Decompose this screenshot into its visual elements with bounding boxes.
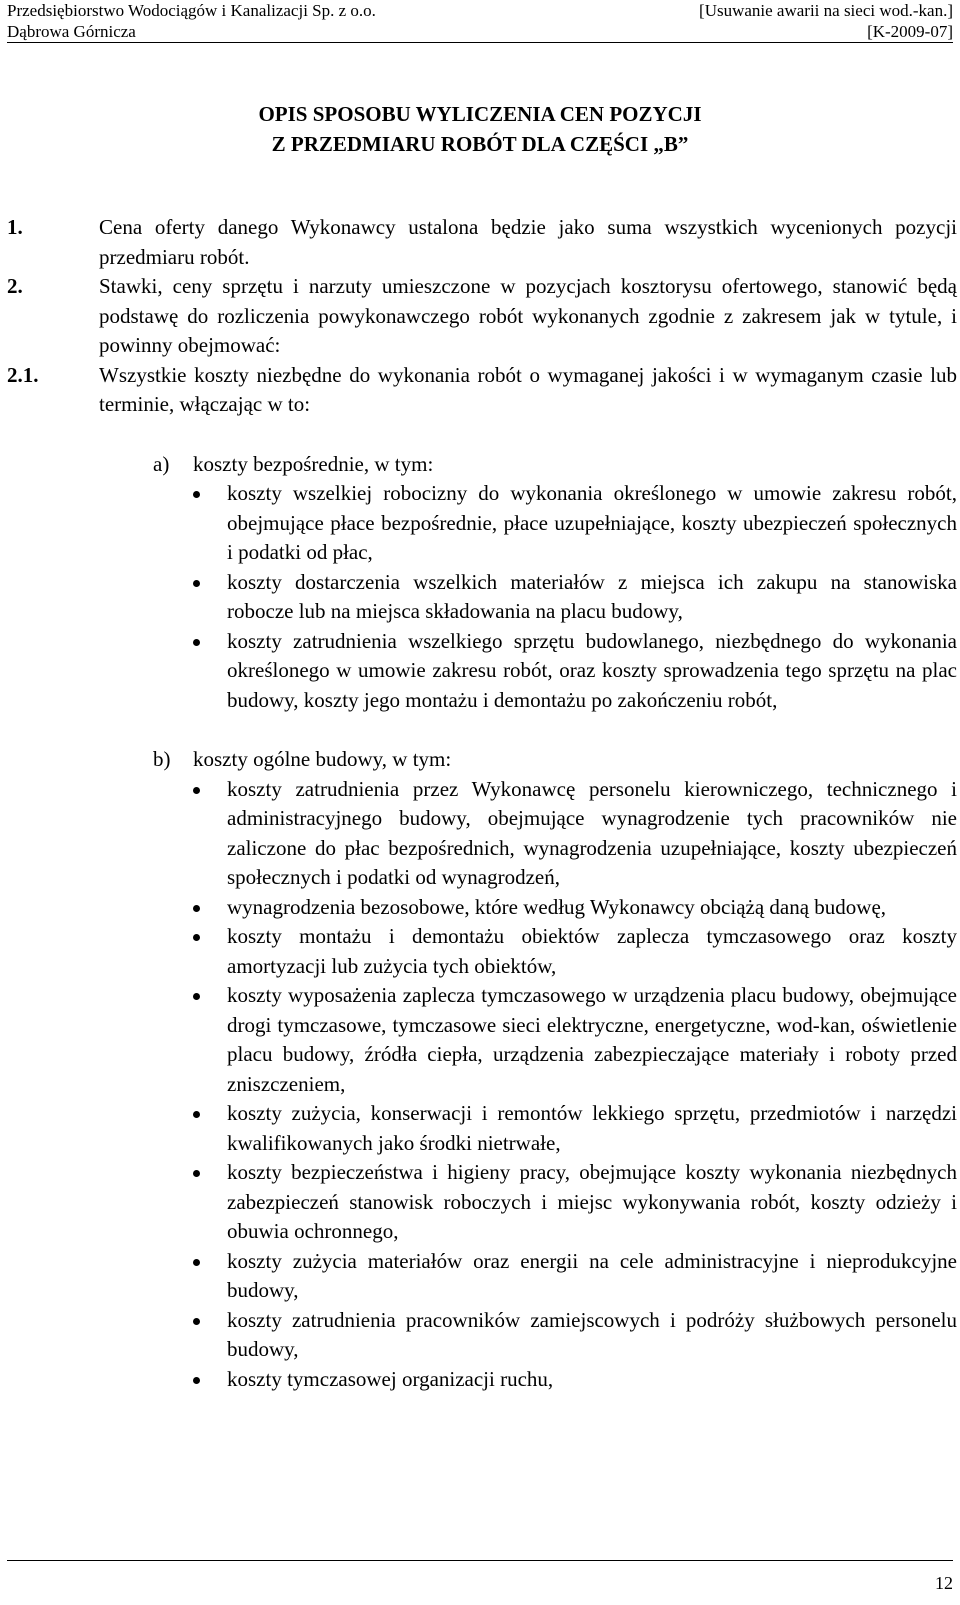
section-label: b) — [153, 747, 171, 771]
bullet-icon — [193, 1259, 200, 1266]
list-item-text: koszty wyposażenia zaplecza tymczasowego w urządzenia placu budowy, obejmujące drogi tymczasowe, tymczasowe sieci elektryczne, energetyczne, wod-kan, oświetlenie placu budowy, źródła ciepła, urządzenia zabezpieczające materiały i roboty przed zniszczeniem, — [227, 983, 957, 1096]
list-item — [7, 568, 957, 627]
list-item-text: koszty dostarczenia wszelkich materiałów z miejsca ich zakupu na stanowiska robocze lub na miejsca składowania na placu budowy, — [227, 569, 957, 623]
bullet-icon — [193, 580, 200, 587]
section-b-list — [7, 775, 957, 1395]
project-code: [K-2009-07] — [867, 22, 953, 41]
header-right — [699, 0, 953, 42]
bullet-icon — [193, 993, 200, 1000]
list-item — [7, 1306, 957, 1365]
section-b-heading — [7, 745, 957, 775]
paragraph-2-1 — [7, 361, 957, 420]
list-item — [7, 1158, 957, 1247]
list-item — [7, 922, 957, 981]
section-a-heading — [7, 450, 957, 480]
list-item-text: koszty montażu i demontażu obiektów zaplecza tymczasowego oraz koszty amortyzacji lub zużycia tych obiektów, — [227, 924, 957, 978]
bullet-icon — [193, 1377, 200, 1384]
bullet-icon — [193, 787, 200, 794]
section-heading-text: koszty ogólne budowy, w tym: — [193, 747, 452, 771]
section-a-list — [7, 479, 957, 715]
list-item — [7, 627, 957, 716]
list-item-text: koszty zatrudnienia przez Wykonawcę personelu kierowniczego, technicznego i administracyjnego budowy, obejmujące wynagrodzenie tych pracowników nie zaliczone do płac bezpośrednich, wynagrodzenia uzupełniające, koszty ubezpieczeń społecznych i podatki od wynagrodzeń, — [227, 776, 957, 889]
page-number: 12 — [935, 1573, 953, 1593]
title-line-1: OPIS SPOSOBU WYLICZENIA CEN POZYCJI — [258, 102, 702, 126]
bullet-icon — [193, 639, 200, 646]
header-left — [7, 0, 376, 42]
paragraph-number: 2.1. — [7, 362, 39, 387]
list-item-text: koszty zatrudnienia pracowników zamiejscowych i podróży służbowych personelu budowy, — [227, 1307, 957, 1361]
bullet-icon — [193, 905, 200, 912]
page-footer — [7, 1560, 953, 1593]
project-name: [Usuwanie awarii na sieci wod.-kan.] — [699, 1, 953, 20]
paragraph-text: Stawki, ceny sprzętu i narzuty umieszczone w pozycjach kosztorysu ofertowego, stanowić będą podstawę do rozliczenia powykonawczego robót wykonanych zgodnie z zakresem jak w tytule, i powinny obejmować: — [99, 274, 957, 357]
list-item — [7, 981, 957, 1099]
list-item — [7, 479, 957, 568]
bullet-icon — [193, 491, 200, 498]
list-item-text: koszty zatrudnienia wszelkiego sprzętu budowlanego, niezbędnego do wykonania określonego w umowie zakresu robót, oraz koszty sprowadzenia tego sprzętu na plac budowy, koszty jego montażu i demontażu po zakończeniu robót, — [227, 628, 957, 712]
list-item — [7, 775, 957, 893]
paragraph-text: Wszystkie koszty niezbędne do wykonania robót o wymaganej jakości i w wymaganym czasie lub terminie, włączając w to: — [99, 362, 957, 416]
list-item-text: koszty tymczasowej organizacji ruchu, — [227, 1366, 554, 1391]
list-item-text: koszty zużycia, konserwacji i remontów lekkiego sprzętu, przedmiotów i narzędzi kwalifikowanych jako środki nietrwałe, — [227, 1101, 957, 1155]
section-heading-text: koszty bezpośrednie, w tym: — [193, 451, 434, 476]
paragraph-number: 2. — [7, 274, 23, 298]
company-name: Przedsiębiorstwo Wodociągów i Kanalizacji Sp. z o.o. — [7, 1, 376, 20]
paragraph-1 — [7, 213, 957, 272]
title-line-2: Z PRZEDMIARU ROBÓT DLA CZĘŚCI „B” — [271, 132, 689, 156]
list-item-text: koszty bezpieczeństwa i higieny pracy, obejmujące koszty wykonania niezbędnych zabezpieczeń stanowisk roboczych i miejsc wykonywania robót, koszty odzieży i obuwia ochronnego, — [227, 1160, 957, 1243]
list-item-text: koszty zużycia materiałów oraz energii na cele administracyjne i nieprodukcyjne budowy, — [227, 1248, 957, 1302]
list-item-text: koszty wszelkiej robocizny do wykonania określonego w umowie zakresu robót, obejmujące płace bezpośrednie, płace uzupełniające, koszty ubezpieczeń społecznych i podatki od płac, — [227, 481, 957, 564]
paragraph-2 — [7, 272, 957, 361]
list-item — [7, 1099, 957, 1158]
list-item-text: wynagrodzenia bezosobowe, które według Wykonawcy obciążą daną budowę, — [227, 894, 887, 919]
bullet-icon — [193, 1170, 200, 1177]
bullet-icon — [193, 1318, 200, 1325]
list-item — [7, 893, 957, 923]
bullet-icon — [193, 1111, 200, 1118]
document-body — [7, 213, 957, 1394]
list-item — [7, 1365, 957, 1395]
paragraph-text: Cena oferty danego Wykonawcy ustalona będzie jako suma wszystkich wycenionych pozycji przedmiaru robót. — [99, 215, 957, 269]
bullet-icon — [193, 934, 200, 941]
section-label: a) — [153, 451, 170, 476]
list-item — [7, 1247, 957, 1306]
company-city: Dąbrowa Górnicza — [7, 22, 136, 41]
document-title — [0, 99, 960, 159]
paragraph-number: 1. — [7, 215, 23, 239]
page-header — [7, 0, 953, 43]
